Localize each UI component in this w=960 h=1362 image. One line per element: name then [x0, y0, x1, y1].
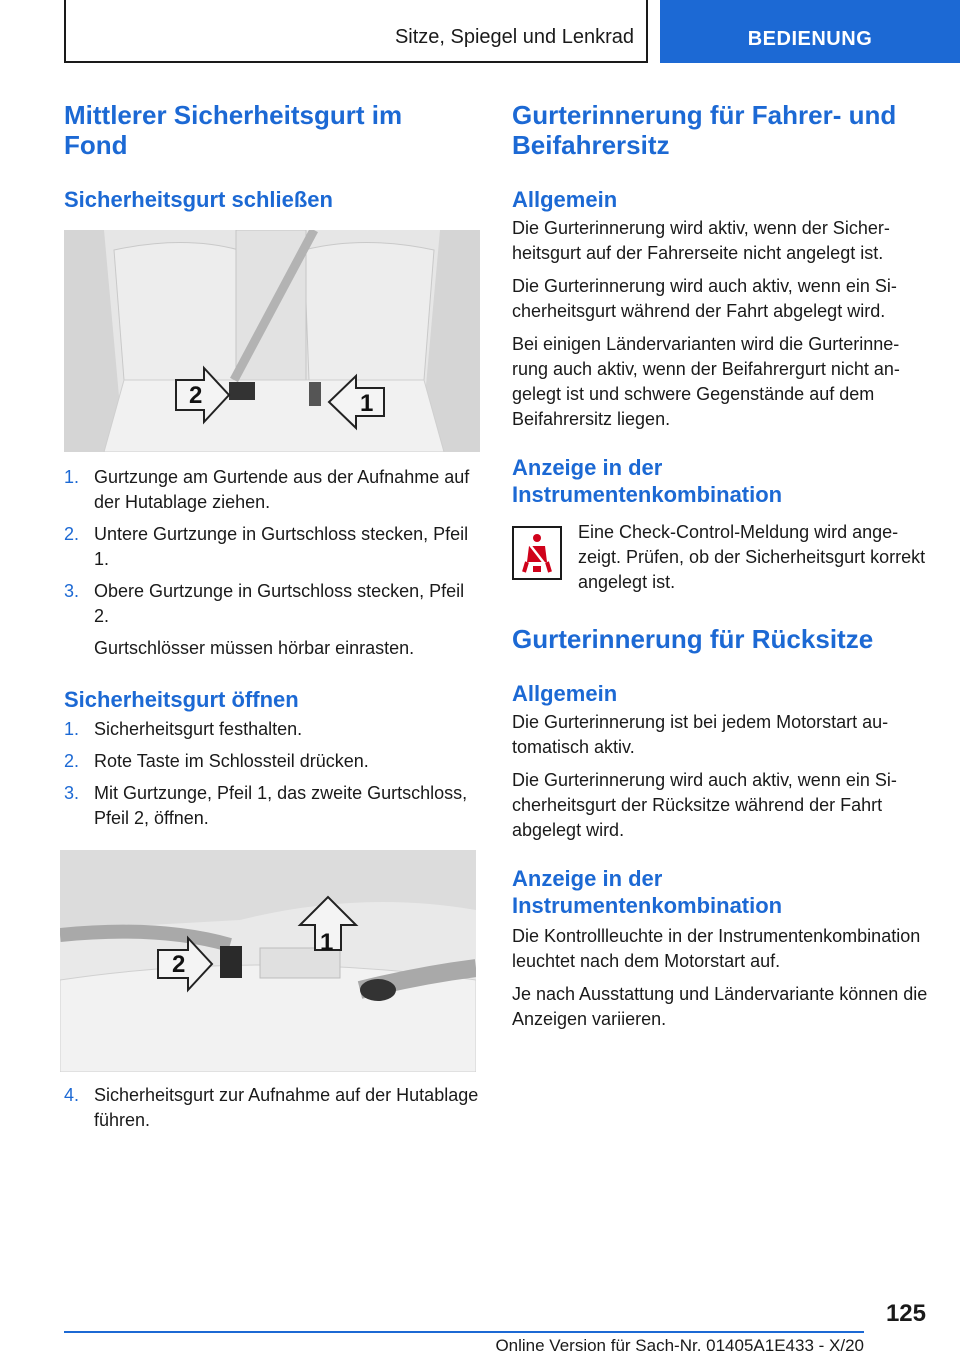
photo-close-belt	[64, 230, 480, 452]
list-item: 2. Untere Gurtzunge in Gurtschloss stecken, Pfeil 1.	[64, 524, 469, 569]
open-step4-list	[64, 1083, 480, 1133]
paragraph-7: Die Kontrollleuchte in der Instrumentenkombination leuchtet nach dem Motorstart auf.	[512, 926, 921, 971]
footer-divider	[64, 1331, 864, 1333]
heading-general-2: Allgemein	[512, 681, 618, 706]
photo1-label-1: 1	[360, 390, 374, 417]
heading-display-2: Anzeige in der Instrumentenkombination	[512, 866, 783, 918]
paragraph-6: Die Gurterinnerung wird auch aktiv, wenn ein Sicherheitsgurt der Rücksitze während der Fahrt abgelegt wird.	[512, 770, 897, 840]
photo-open-belt-drawing	[60, 850, 476, 1072]
list-item: 1. Gurtzunge am Gurtende aus der Aufnahme auf der Hutablage ziehen.	[64, 467, 470, 512]
close-steps-list	[64, 465, 480, 629]
paragraph-3: Bei einigen Ländervarianten wird die Gurterinnerung auch aktiv, wenn der Beifahrergurt nicht angelegt ist und schwere Gegenstände auf dem Beifahrersitz liegen.	[512, 334, 900, 429]
paragraph-5: Die Gurterinnerung ist bei jedem Motorstart automatisch aktiv.	[512, 712, 889, 757]
photo-open-belt	[60, 850, 476, 1072]
left-column	[64, 100, 480, 213]
header-section-title: Sitze, Spiegel und Lenkrad	[394, 26, 634, 48]
photo-close-belt-drawing	[64, 230, 480, 452]
footer-online-version: Online Version für Sach-Nr. 01405A1E433 - X/20	[495, 1336, 864, 1355]
header-chapter-title: BEDIENUNG	[747, 28, 873, 50]
heading-display-1: Anzeige in der Instrumentenkombination	[512, 455, 783, 507]
close-note: Gurtschlösser müssen hörbar einrasten.	[94, 638, 415, 658]
page-number: 125	[885, 1300, 926, 1327]
open-step4-block	[64, 1083, 480, 1133]
photo2-label-2: 2	[172, 951, 186, 978]
photo1-label-2: 2	[189, 382, 203, 409]
seatbelt-warning-icon-graphic	[514, 528, 560, 578]
paragraph-8: Je nach Ausstattung und Ländervariante können die Anzeigen variieren.	[512, 984, 928, 1029]
paragraph-1: Die Gurterinnerung wird aktiv, wenn der Sicherheitsgurt auf der Fahrerseite nicht angelegt ist.	[512, 218, 890, 263]
header-chapter-tab	[660, 0, 960, 63]
photo2-label-1: 1	[320, 929, 334, 956]
heading-open-belt: Sicherheitsgurt öffnen	[64, 687, 299, 712]
list-item: 3. Obere Gurtzunge in Gurtschloss stecken, Pfeil 2.	[64, 581, 465, 626]
heading-close-belt: Sicherheitsgurt schließen	[64, 187, 333, 212]
list-item: 1. Sicherheitsgurt festhalten.	[64, 719, 303, 739]
heading-driver-reminder: Gurterinnerung für Fahrer- und Beifahrersitz	[512, 100, 897, 160]
open-steps-list	[64, 717, 480, 831]
heading-middle-belt: Mittlerer Sicherheitsgurt im Fond	[64, 100, 403, 160]
paragraph-4: Eine Check-Control-Meldung wird angezeigt. Prüfen, ob der Sicherheitsgurt korrekt angelegt ist.	[578, 522, 926, 592]
list-item: 3. Mit Gurtzunge, Pfeil 1, das zweite Gurtschloss, Pfeil 2, öffnen.	[64, 783, 468, 828]
seatbelt-warning-icon	[512, 526, 562, 580]
header-section-box	[64, 0, 648, 63]
right-column	[512, 100, 928, 1032]
heading-rear-reminder: Gurterinnerung für Rücksitze	[512, 624, 874, 654]
paragraph-2: Die Gurterinnerung wird auch aktiv, wenn ein Sicherheitsgurt während der Fahrt abgelegt wird.	[512, 276, 897, 321]
list-item: 2. Rote Taste im Schlossteil drücken.	[64, 751, 369, 771]
close-steps-block	[64, 465, 480, 838]
heading-general-1: Allgemein	[512, 187, 618, 212]
warning-row	[512, 520, 928, 600]
list-item: 4. Sicherheitsgurt zur Aufnahme auf der Hutablage führen.	[64, 1085, 479, 1130]
